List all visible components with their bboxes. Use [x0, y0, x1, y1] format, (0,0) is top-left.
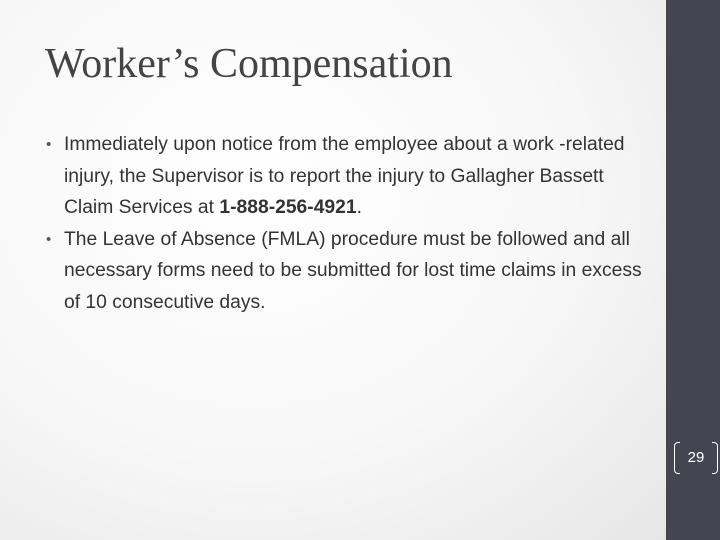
claim-services-phone: 1-888-256-4921: [219, 197, 357, 218]
left-bracket-icon: [674, 442, 680, 474]
bullet-icon: •: [46, 136, 52, 153]
right-bracket-icon: [712, 442, 718, 474]
bullet-item-fmla: [46, 224, 656, 319]
bullet-item-injury-report: [46, 129, 656, 224]
bullet-text-end: .: [356, 197, 362, 218]
page-number: 29: [687, 449, 705, 466]
bullet-text-injury-report: Immediately upon notice from the employee about a work -related injury, the Supervisor is to report the injury to Gallagher Bassett Claim Services at: [64, 134, 625, 218]
slide-title: Worker’s Compensation: [45, 41, 453, 87]
bullet-list: [46, 129, 656, 318]
bullet-text-fmla: The Leave of Absence (FMLA) procedure must be followed and all necessary forms need to be submitted for lost time claims in excess of 10 consecutive days.: [64, 228, 642, 313]
page-number-badge: [678, 440, 714, 476]
bullet-icon: •: [46, 230, 52, 248]
